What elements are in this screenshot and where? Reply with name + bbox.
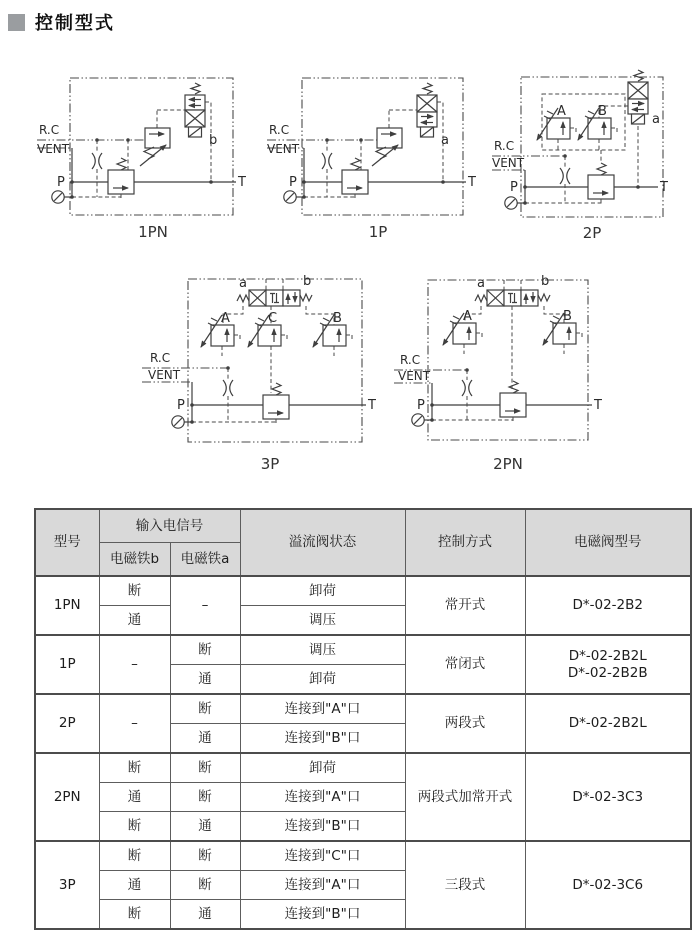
cell-a: 断 (170, 635, 240, 665)
orifice-icon (462, 380, 472, 396)
cell-a: 通 (170, 665, 240, 695)
label-valve-a: A (557, 104, 566, 119)
label-vent: VENT (492, 156, 525, 170)
orifice-icon (322, 153, 332, 169)
cell-state: 卸荷 (240, 665, 405, 695)
diagram-2pn (392, 268, 642, 487)
valve-model-line1: D*-02-2B2L (568, 647, 647, 664)
cell-state: 连接到"C"口 (240, 841, 405, 871)
label-valve-b: B (598, 104, 607, 119)
label-rc: R.C (400, 353, 421, 367)
cell-valve-model: D*-02-2B2 (525, 576, 691, 635)
main-relief-valve-icon (342, 158, 368, 198)
label-rc: R.C (269, 123, 290, 137)
main-relief-valve-icon (588, 163, 614, 203)
cell-a: – (170, 576, 240, 635)
label-rc: R.C (150, 351, 171, 365)
label-vent: VENT (37, 142, 70, 156)
label-solenoid-a: a (477, 276, 485, 291)
label-t: T (368, 398, 376, 413)
cell-model-2pn: 2PN (35, 753, 99, 841)
cell-valve-model: D*-02-3C6 (525, 841, 691, 929)
cell-b: 断 (99, 576, 170, 606)
gauge-icon (505, 197, 517, 209)
cell-b: 断 (99, 753, 170, 783)
label-p: P (510, 180, 518, 195)
valve-model-line2: D*-02-2B2B (567, 664, 648, 681)
label-solenoid-b: b (209, 133, 218, 148)
label-valve-b: B (563, 309, 572, 324)
label-vent: VENT (398, 369, 431, 383)
cell-model-3p: 3P (35, 841, 99, 929)
label-vent: VENT (267, 142, 300, 156)
label-t: T (238, 175, 246, 190)
solenoid-valve-icon (417, 83, 437, 137)
cell-a: 断 (170, 694, 240, 724)
main-relief-valve-icon (263, 383, 289, 423)
label-solenoid-b: b (541, 274, 550, 289)
cell-valve-model: D*-02-3C3 (525, 753, 691, 841)
cell-state: 连接到"B"口 (240, 900, 405, 930)
directional-solenoid-valve-icon (237, 290, 312, 306)
gauge-icon (284, 191, 296, 203)
label-solenoid-a: a (239, 276, 247, 291)
cell-state: 调压 (240, 635, 405, 665)
cell-control: 两段式加常开式 (405, 753, 525, 841)
pilot-relief-valve-icon (372, 128, 402, 166)
diagram-1p (263, 60, 488, 252)
solenoid-valve-icon (185, 83, 205, 137)
section-title (8, 9, 115, 35)
directional-solenoid-valve-icon (475, 290, 550, 306)
diagram-caption: 1P (368, 223, 388, 241)
cell-a: 通 (170, 724, 240, 754)
section-marker-icon (8, 14, 25, 31)
cell-valve-model (525, 635, 691, 694)
label-valve-b: B (333, 311, 342, 326)
orifice-icon (560, 168, 570, 184)
label-vent: VENT (148, 368, 181, 382)
cell-valve-model: D*-02-2B2L (525, 694, 691, 753)
cell-model-2p: 2P (35, 694, 99, 753)
cell-b: 通 (99, 606, 170, 636)
cell-b: 通 (99, 783, 170, 812)
gauge-icon (172, 416, 184, 428)
cell-a: 通 (170, 900, 240, 930)
label-solenoid-a: a (652, 112, 660, 127)
cell-state: 卸荷 (240, 753, 405, 783)
col-header-solenoid-a: 电磁铁a (170, 543, 240, 577)
cell-model-1p: 1P (35, 635, 99, 694)
cell-b: 断 (99, 900, 170, 930)
label-solenoid-b: b (303, 274, 312, 289)
cell-state: 连接到"A"口 (240, 783, 405, 812)
cell-control: 常闭式 (405, 635, 525, 694)
control-table-wrap (34, 508, 692, 930)
cell-a: 断 (170, 783, 240, 812)
cell-state: 连接到"B"口 (240, 724, 405, 754)
gauge-icon (412, 414, 424, 426)
diagram-3p (140, 268, 395, 487)
cell-b: – (99, 694, 170, 753)
cell-a: 断 (170, 753, 240, 783)
gauge-icon (52, 191, 64, 203)
cell-b: 通 (99, 871, 170, 900)
cell-state: 连接到"A"口 (240, 871, 405, 900)
label-rc: R.C (494, 139, 515, 153)
diagram-caption: 3P (260, 455, 280, 473)
main-relief-valve-icon (108, 158, 134, 198)
cell-b: 断 (99, 841, 170, 871)
cell-state: 卸荷 (240, 576, 405, 606)
cell-b: 断 (99, 812, 170, 842)
main-relief-valve-icon (500, 381, 526, 421)
cell-state: 调压 (240, 606, 405, 636)
orifice-icon (223, 380, 233, 396)
cell-a: 通 (170, 812, 240, 842)
diagram-1pn (35, 60, 260, 252)
diagram-caption: 2PN (493, 455, 523, 473)
solenoid-valve-icon (628, 70, 648, 124)
label-t: T (468, 175, 476, 190)
col-header-valve-state: 溢流阀状态 (240, 509, 405, 576)
label-p: P (177, 398, 185, 413)
col-header-control-mode: 控制方式 (405, 509, 525, 576)
label-valve-a: A (463, 309, 472, 324)
col-header-model: 型号 (35, 509, 99, 576)
label-p: P (57, 175, 65, 190)
label-rc: R.C (39, 123, 60, 137)
diagram-2p (488, 60, 698, 252)
cell-a: 断 (170, 871, 240, 900)
page-title: 控制型式 (35, 13, 115, 34)
cell-control: 两段式 (405, 694, 525, 753)
label-valve-c: C (268, 311, 278, 326)
cell-state: 连接到"A"口 (240, 694, 405, 724)
cell-state: 连接到"B"口 (240, 812, 405, 842)
col-header-solenoid-b: 电磁铁b (99, 543, 170, 577)
cell-model-1pn: 1PN (35, 576, 99, 635)
cell-b: – (99, 635, 170, 694)
orifice-icon (92, 153, 102, 169)
diagram-caption: 2P (582, 224, 602, 242)
diagram-caption: 1PN (138, 223, 168, 241)
label-solenoid-a: a (441, 133, 449, 148)
pilot-relief-valve-icon (140, 128, 170, 166)
label-valve-a: A (221, 311, 230, 326)
label-p: P (289, 175, 297, 190)
control-table (34, 508, 692, 930)
label-t: T (660, 180, 668, 195)
col-header-input-signal: 输入电信号 (99, 509, 240, 543)
cell-a: 断 (170, 841, 240, 871)
label-p: P (417, 398, 425, 413)
cell-control: 常开式 (405, 576, 525, 635)
col-header-valve-model: 电磁阀型号 (525, 509, 691, 576)
label-t: T (594, 398, 602, 413)
cell-control: 三段式 (405, 841, 525, 929)
